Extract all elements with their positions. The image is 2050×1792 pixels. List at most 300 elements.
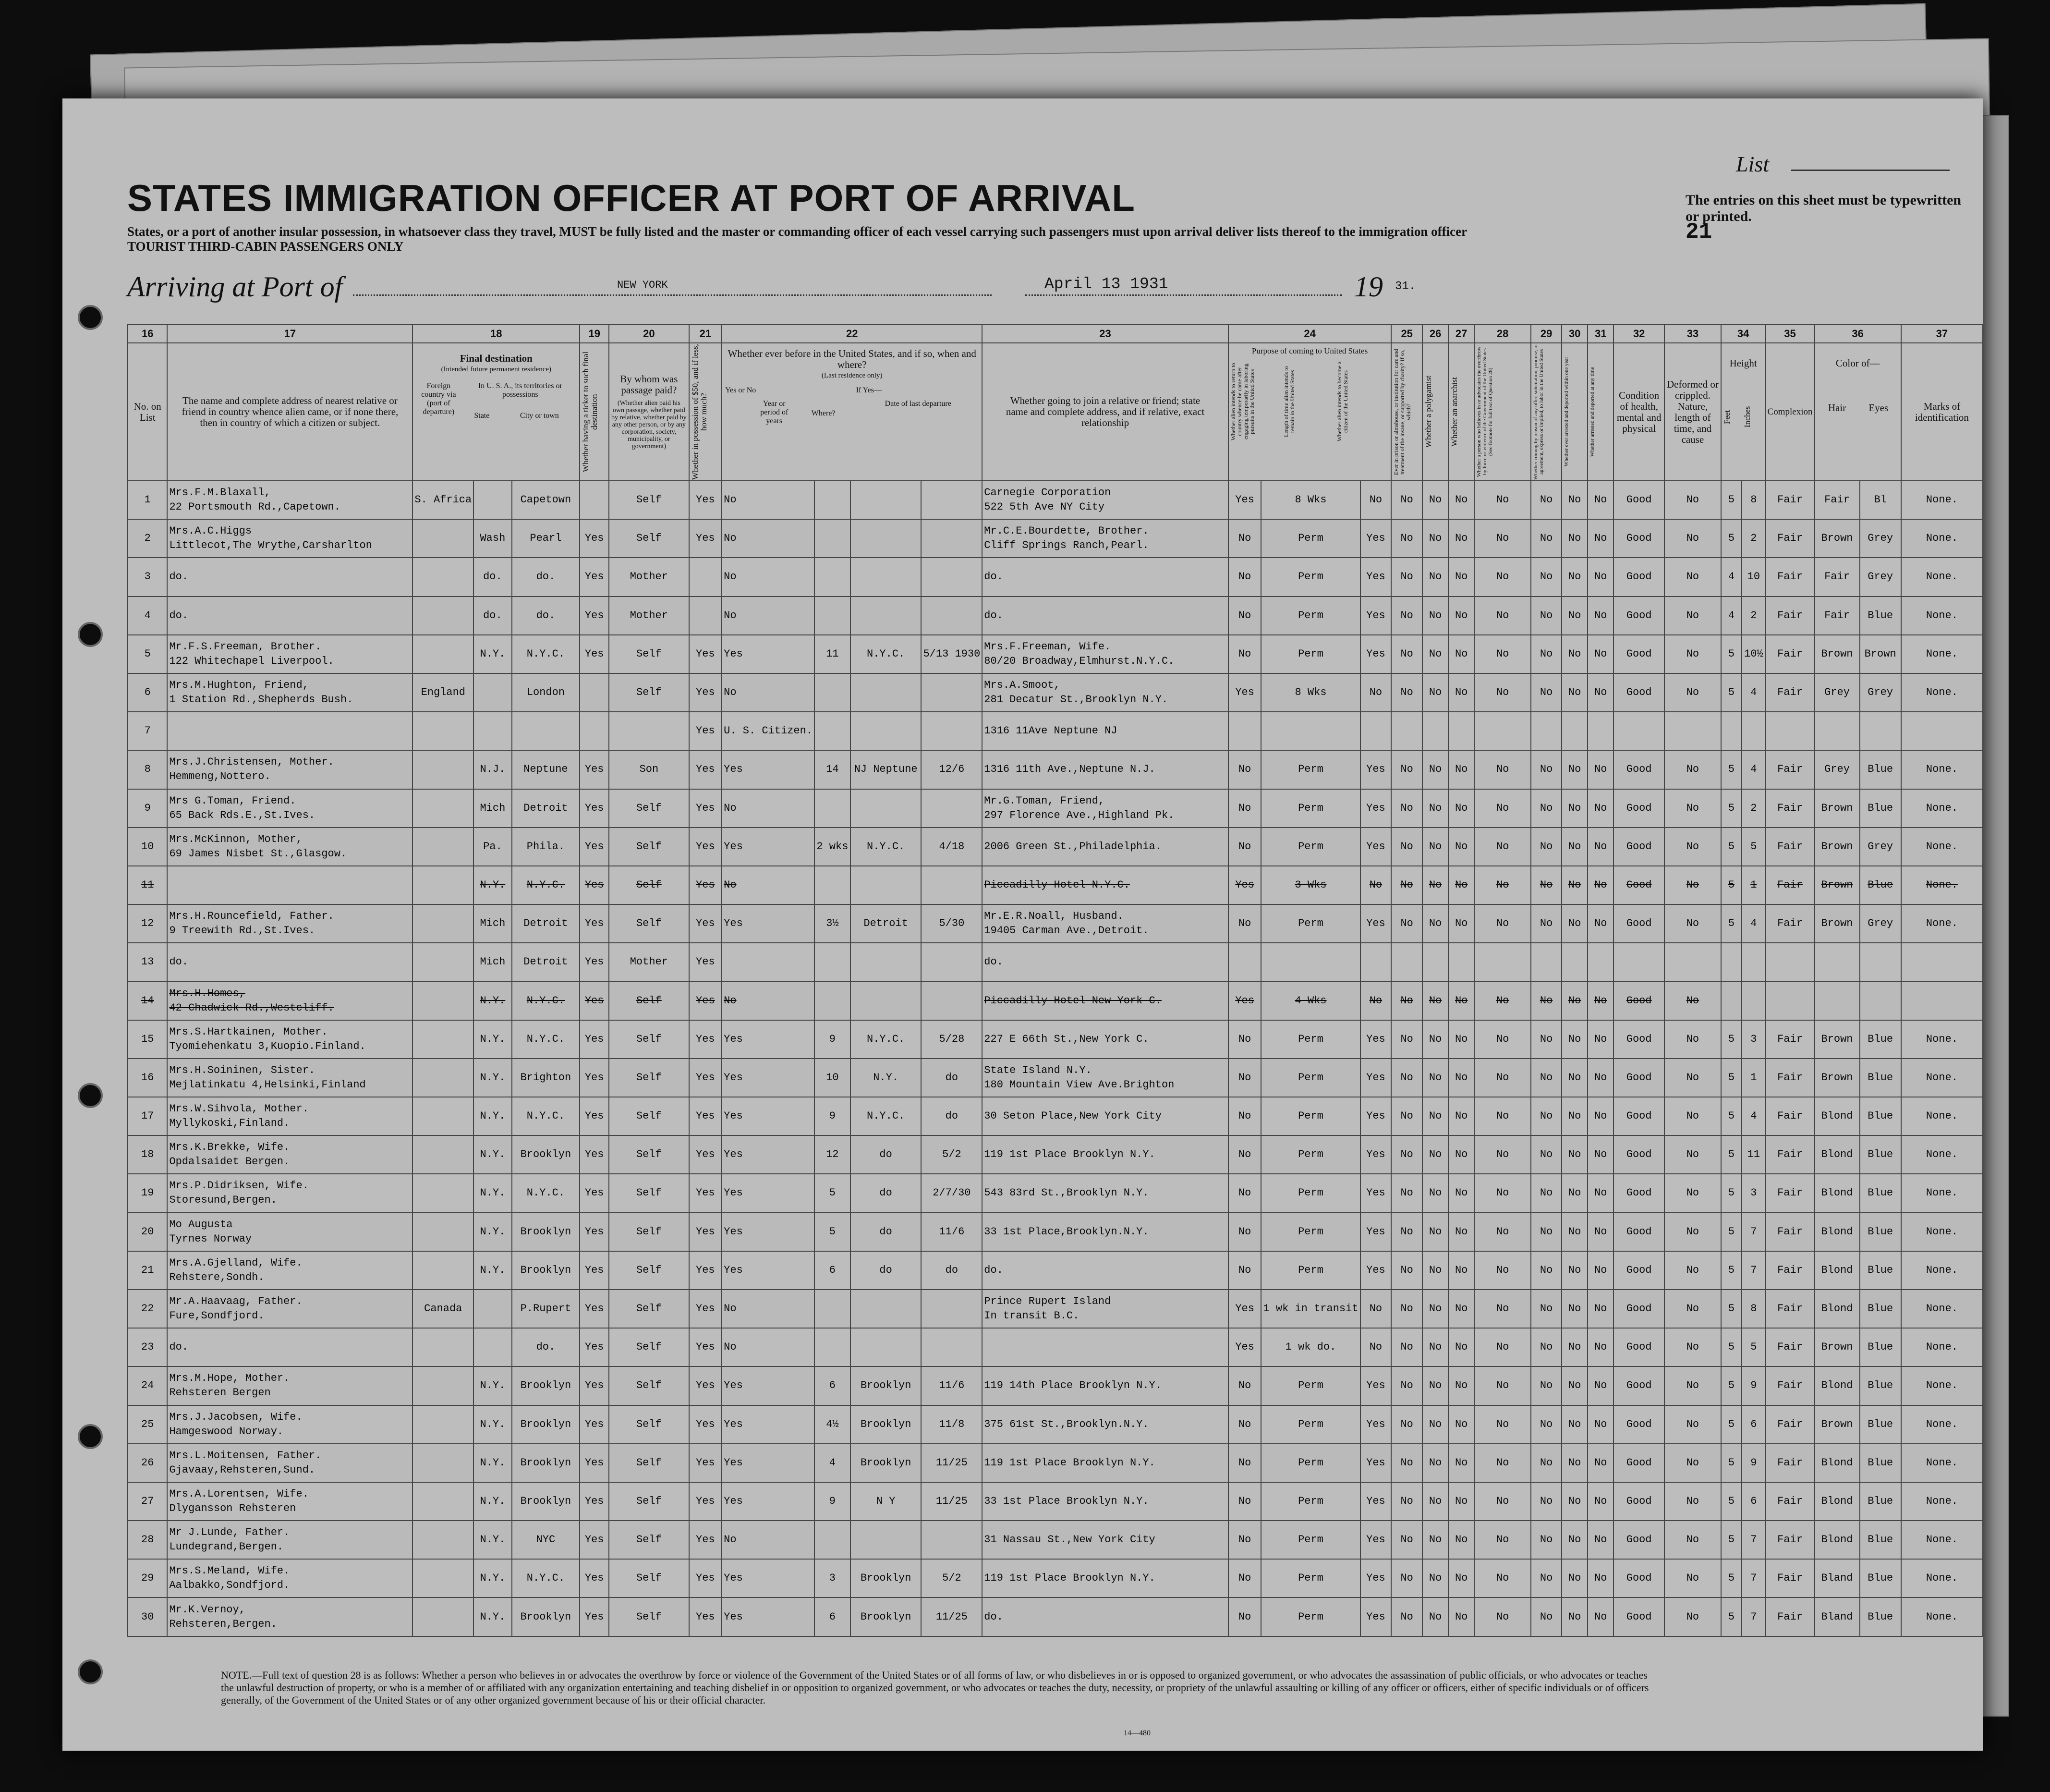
- table-row: [128, 1482, 1983, 1521]
- ever-before-cell: No: [722, 558, 814, 596]
- city-cell: Detroit: [512, 904, 580, 943]
- q28-cell: No: [1474, 789, 1531, 828]
- joining-relative-line: Cliff Springs Ranch,Pearl.: [984, 539, 1149, 552]
- height-inches-cell: 4: [1742, 1097, 1765, 1135]
- state-cell: Mich: [473, 904, 511, 943]
- joining-relative-line: 297 Florence Ave.,Highland Pk.: [984, 809, 1175, 821]
- complexion-cell: Fair: [1766, 828, 1815, 866]
- possession-50-cell: Yes: [689, 519, 722, 558]
- prison-cell: No: [1391, 1020, 1422, 1059]
- departure-date-cell: 11/6: [921, 1213, 982, 1251]
- marks-cell: None.: [1901, 1444, 1983, 1482]
- state-cell: N.Y.: [473, 1521, 511, 1559]
- purpose-length-cell: 1 wk in transit: [1261, 1290, 1360, 1328]
- state-label: State: [474, 412, 490, 420]
- polygamist-cell: [1422, 712, 1448, 750]
- purpose-return-cell: No: [1228, 1135, 1262, 1174]
- table-row: [128, 866, 1983, 904]
- q28-cell: No: [1474, 1366, 1531, 1405]
- hair-color-cell: Blond: [1815, 1097, 1860, 1135]
- foreign-country-cell: [412, 635, 473, 673]
- marks-cell: None.: [1901, 1059, 1983, 1097]
- possession-50-cell: Yes: [689, 1559, 722, 1597]
- joining-relative-line: 2006 Green St.,Philadelphia.: [984, 840, 1162, 853]
- q30-cell: No: [1562, 558, 1588, 596]
- q30-cell: No: [1562, 789, 1588, 828]
- eye-color-cell: Blue: [1860, 1251, 1901, 1290]
- row-number-cell: 12: [128, 904, 167, 943]
- purpose-return-cell: No: [1228, 558, 1262, 596]
- city-cell: Brooklyn: [512, 1482, 580, 1521]
- relative-address-cell: [167, 981, 412, 1020]
- table-row: [128, 1097, 1983, 1135]
- q28-cell: No: [1474, 1328, 1531, 1366]
- prison-cell: No: [1391, 1135, 1422, 1174]
- health-cell: Good: [1613, 597, 1664, 635]
- where-cell: [850, 1521, 922, 1559]
- city-cell: do.: [512, 1328, 580, 1366]
- table-row: [128, 1521, 1983, 1559]
- purpose-length-cell: Perm: [1261, 1597, 1360, 1636]
- possession-50-cell: Yes: [689, 1097, 722, 1135]
- polygamist-cell: No: [1422, 1328, 1448, 1366]
- relative-address-line: Mrs.A.C.Higgs: [169, 525, 252, 537]
- purpose-citizen-cell: Yes: [1360, 1405, 1392, 1444]
- header-marks: Marks of identification: [1901, 343, 1983, 481]
- anarchist-cell: No: [1448, 750, 1474, 789]
- possession-50-cell: Yes: [689, 1290, 722, 1328]
- ticket-cell: Yes: [580, 519, 609, 558]
- ever-before-cell: Yes: [722, 1097, 814, 1135]
- ever-before-cell: No: [722, 1328, 814, 1366]
- row-number-cell: 28: [128, 1521, 167, 1559]
- relative-address-cell: [167, 597, 412, 635]
- anarchist-cell: No: [1448, 1290, 1474, 1328]
- ever-before-cell: Yes: [722, 828, 814, 866]
- purpose-citizen-cell: No: [1360, 481, 1392, 519]
- possession-50-cell: Yes: [689, 673, 722, 712]
- typewritten-note: The entries on this sheet must be typewritten or printed.: [1686, 192, 1962, 224]
- complexion-cell: Fair: [1766, 1290, 1815, 1328]
- health-cell: Good: [1613, 750, 1664, 789]
- departure-date-cell: 5/30: [921, 904, 982, 943]
- hair-color-cell: Brown: [1815, 1405, 1860, 1444]
- q29-cell: No: [1531, 1213, 1562, 1251]
- marks-cell: None.: [1901, 750, 1983, 789]
- anarchist-cell: [1448, 712, 1474, 750]
- purpose-length-cell: Perm: [1261, 904, 1360, 943]
- relative-address-cell: [167, 1597, 412, 1636]
- where-cell: [850, 1290, 922, 1328]
- polygamist-cell: No: [1422, 558, 1448, 596]
- q30-cell: No: [1562, 1597, 1588, 1636]
- relative-address-line: Mejlatinkatu 4,Helsinki,Finland: [169, 1078, 366, 1091]
- purpose-length-cell: Perm: [1261, 1135, 1360, 1174]
- city-cell: P.Rupert: [512, 1290, 580, 1328]
- list-label: List: [1736, 152, 1770, 176]
- table-row: [128, 481, 1983, 519]
- column-number: 16: [128, 325, 167, 343]
- ever-before-cell: No: [722, 981, 814, 1020]
- years-cell: 6: [814, 1366, 850, 1405]
- row-number-cell: 6: [128, 673, 167, 712]
- hair-color-cell: Bland: [1815, 1597, 1860, 1636]
- marks-cell: None.: [1901, 519, 1983, 558]
- purpose-return-cell: Yes: [1228, 1328, 1262, 1366]
- header-q31: [1588, 343, 1613, 481]
- feet-label: Feet: [1722, 410, 1732, 424]
- deformed-cell: No: [1664, 1405, 1721, 1444]
- q28-cell: [1474, 943, 1531, 981]
- polygamist-cell: No: [1422, 1597, 1448, 1636]
- departure-date-cell: 11/25: [921, 1444, 982, 1482]
- row-number-cell: 18: [128, 1135, 167, 1174]
- header-color: [1815, 343, 1901, 481]
- possession-50-cell: Yes: [689, 750, 722, 789]
- eye-color-cell: Grey: [1860, 558, 1901, 596]
- city-cell: Phila.: [512, 828, 580, 866]
- purpose-return-cell: [1228, 943, 1262, 981]
- hair-color-cell: Blond: [1815, 1213, 1860, 1251]
- departure-date-cell: 12/6: [921, 750, 982, 789]
- q28-cell: No: [1474, 1251, 1531, 1290]
- complexion-cell: Fair: [1766, 904, 1815, 943]
- foreign-country-cell: [412, 1020, 473, 1059]
- health-cell: Good: [1613, 1597, 1664, 1636]
- departure-date-cell: 5/2: [921, 1559, 982, 1597]
- header-polygamist: [1422, 343, 1448, 481]
- height-feet-cell: 5: [1721, 1097, 1742, 1135]
- purpose-length-cell: 8 Wks: [1261, 481, 1360, 519]
- ticket-label: Whether having a ticket to such final destination: [581, 351, 599, 473]
- height-feet-cell: 5: [1721, 1366, 1742, 1405]
- purpose-return-cell: Yes: [1228, 866, 1262, 904]
- yes-no-label: Yes or No: [725, 386, 756, 394]
- purpose-citizen-cell: Yes: [1360, 1251, 1392, 1290]
- relative-address-cell: [167, 673, 412, 712]
- deformed-cell: No: [1664, 789, 1721, 828]
- departure-date-cell: [921, 1521, 982, 1559]
- q30-cell: No: [1562, 1174, 1588, 1212]
- purpose-length-cell: 8 Wks: [1261, 673, 1360, 712]
- joining-relative-line: 1316 11Ave Neptune NJ: [984, 725, 1117, 737]
- row-number-cell: 26: [128, 1444, 167, 1482]
- ever-before-cell: Yes: [722, 1213, 814, 1251]
- eye-color-cell: Blue: [1860, 597, 1901, 635]
- joining-relative-line: 375 61st St.,Brooklyn.N.Y.: [984, 1418, 1149, 1430]
- purpose-return-cell: Yes: [1228, 981, 1262, 1020]
- year-prefix: 19: [1354, 271, 1383, 303]
- city-label: City or town: [520, 412, 559, 420]
- q31-cell: No: [1588, 789, 1613, 828]
- eye-color-cell: Blue: [1860, 750, 1901, 789]
- table-row: [128, 750, 1983, 789]
- joining-relative-cell: [982, 712, 1228, 750]
- prison-cell: No: [1391, 1482, 1422, 1521]
- possession-50-cell: [689, 597, 722, 635]
- foreign-country-cell: [412, 1059, 473, 1097]
- header-q30: [1562, 343, 1588, 481]
- passage-paid-cell: Mother: [609, 558, 689, 596]
- port-line: [353, 294, 992, 296]
- marks-cell: [1901, 712, 1983, 750]
- deformed-cell: No: [1664, 673, 1721, 712]
- polygamist-cell: No: [1422, 1521, 1448, 1559]
- passage-paid-cell: Self: [609, 1482, 689, 1521]
- row-number-cell: 22: [128, 1290, 167, 1328]
- ever-before-cell: Yes: [722, 1366, 814, 1405]
- ever-before-cell: Yes: [722, 1482, 814, 1521]
- years-cell: [814, 866, 850, 904]
- where-cell: Brooklyn: [850, 1405, 922, 1444]
- ticket-cell: Yes: [580, 1020, 609, 1059]
- relative-address-line: Mr.A.Haavaag, Father.: [169, 1295, 303, 1308]
- q30-cell: No: [1562, 981, 1588, 1020]
- foreign-country-cell: [412, 981, 473, 1020]
- marks-cell: None.: [1901, 1559, 1983, 1597]
- in-usa-text: In U. S. A., its territories or possessions: [478, 382, 562, 399]
- where-cell: NJ Neptune: [850, 750, 922, 789]
- years-cell: 4: [814, 1444, 850, 1482]
- health-cell: Good: [1613, 1020, 1664, 1059]
- years-cell: 9: [814, 1482, 850, 1521]
- q31-cell: No: [1588, 750, 1613, 789]
- departure-date-cell: [921, 981, 982, 1020]
- height-inches-cell: 11: [1742, 1135, 1765, 1174]
- ticket-cell: Yes: [580, 1559, 609, 1597]
- health-cell: Good: [1613, 1521, 1664, 1559]
- health-cell: Good: [1613, 1559, 1664, 1597]
- ticket-cell: Yes: [580, 1135, 609, 1174]
- marks-cell: None.: [1901, 1521, 1983, 1559]
- purpose-return-cell: No: [1228, 597, 1262, 635]
- ever-before-cell: [722, 943, 814, 981]
- q30-cell: No: [1562, 1290, 1588, 1328]
- complexion-cell: Fair: [1766, 866, 1815, 904]
- ticket-cell: Yes: [580, 943, 609, 981]
- relative-address-line: Rehstere,Sondh.: [169, 1271, 265, 1283]
- height-feet-cell: 5: [1721, 519, 1742, 558]
- q31-cell: No: [1588, 1020, 1613, 1059]
- purpose-length-cell: [1261, 712, 1360, 750]
- ever-before-sub: (Last residence only): [821, 372, 883, 379]
- height-feet-cell: 5: [1721, 1020, 1742, 1059]
- height-feet-cell: 5: [1721, 1290, 1742, 1328]
- polygamist-cell: No: [1422, 673, 1448, 712]
- q31-cell: No: [1588, 597, 1613, 635]
- header-health: Condition of health, mental and physical: [1613, 343, 1664, 481]
- ticket-cell: Yes: [580, 1444, 609, 1482]
- deformed-cell: No: [1664, 1559, 1721, 1597]
- departure-date-cell: 4/18: [921, 828, 982, 866]
- where-cell: [850, 943, 922, 981]
- ever-before-cell: Yes: [722, 1020, 814, 1059]
- purpose-return-cell: No: [1228, 1405, 1262, 1444]
- purpose-length-cell: Perm: [1261, 635, 1360, 673]
- anarchist-cell: No: [1448, 1328, 1474, 1366]
- years-cell: 10: [814, 1059, 850, 1097]
- relative-address-line: do.: [169, 956, 189, 968]
- possession-50-cell: Yes: [689, 1366, 722, 1405]
- relative-address-cell: [167, 1213, 412, 1251]
- height-inches-cell: 6: [1742, 1482, 1765, 1521]
- table-row: [128, 712, 1983, 750]
- purpose-length-cell: Perm: [1261, 1482, 1360, 1521]
- prison-cell: [1391, 943, 1422, 981]
- where-cell: N.Y.: [850, 1059, 922, 1097]
- joining-relative-cell: [982, 519, 1228, 558]
- city-cell: do.: [512, 597, 580, 635]
- departure-date-cell: 2/7/30: [921, 1174, 982, 1212]
- joining-relative-line: 180 Mountain View Ave.Brighton: [984, 1078, 1175, 1091]
- ticket-cell: Yes: [580, 904, 609, 943]
- hair-color-cell: Grey: [1815, 673, 1860, 712]
- health-cell: Good: [1613, 673, 1664, 712]
- height-inches-cell: 9: [1742, 1444, 1765, 1482]
- purpose-return-cell: No: [1228, 1521, 1262, 1559]
- table-row: [128, 981, 1983, 1020]
- height-inches-cell: 1: [1742, 1059, 1765, 1097]
- anarchist-cell: No: [1448, 1366, 1474, 1405]
- joining-relative-cell: [982, 1482, 1228, 1521]
- anarchist-cell: No: [1448, 1059, 1474, 1097]
- hair-color-cell: Blond: [1815, 1174, 1860, 1212]
- ever-before-cell: No: [722, 1521, 814, 1559]
- polygamist-cell: No: [1422, 1213, 1448, 1251]
- joining-relative-cell: [982, 1521, 1228, 1559]
- purpose-citizen-cell: No: [1360, 673, 1392, 712]
- state-cell: N.Y.: [473, 1405, 511, 1444]
- table-row: [128, 828, 1983, 866]
- state-cell: N.Y.: [473, 1366, 511, 1405]
- where-cell: do: [850, 1174, 922, 1212]
- q30-cell: No: [1562, 1559, 1588, 1597]
- purpose-citizen-cell: Yes: [1360, 597, 1392, 635]
- foreign-country-cell: [412, 828, 473, 866]
- column-number: 18: [412, 325, 580, 343]
- height-inches-cell: 2: [1742, 519, 1765, 558]
- prison-cell: No: [1391, 597, 1422, 635]
- joining-relative-line: 119 1st Place Brooklyn N.Y.: [984, 1572, 1155, 1585]
- years-cell: [814, 943, 850, 981]
- q31-cell: No: [1588, 635, 1613, 673]
- q30-cell: No: [1562, 1444, 1588, 1482]
- marks-cell: None.: [1901, 904, 1983, 943]
- row-number-cell: 14: [128, 981, 167, 1020]
- q31-cell: No: [1588, 981, 1613, 1020]
- purpose-return-cell: Yes: [1228, 673, 1262, 712]
- health-cell: Good: [1613, 789, 1664, 828]
- q29-cell: No: [1531, 558, 1562, 596]
- prison-cell: No: [1391, 904, 1422, 943]
- where-cell: [850, 558, 922, 596]
- relative-address-cell: [167, 1097, 412, 1135]
- where-cell: do: [850, 1213, 922, 1251]
- table-row: [128, 635, 1983, 673]
- hair-color-cell: Blond: [1815, 1444, 1860, 1482]
- city-cell: London: [512, 673, 580, 712]
- relative-address-cell: [167, 712, 412, 750]
- q29-cell: No: [1531, 481, 1562, 519]
- ticket-cell: Yes: [580, 789, 609, 828]
- ever-before-cell: Yes: [722, 1559, 814, 1597]
- purpose-citizen-cell: No: [1360, 1290, 1392, 1328]
- relative-address-cell: [167, 635, 412, 673]
- health-cell: Good: [1613, 981, 1664, 1020]
- where-cell: do: [850, 1135, 922, 1174]
- relative-address-line: 9 Treewith Rd.,St.Ives.: [169, 925, 315, 937]
- purpose-citizen-cell: Yes: [1360, 558, 1392, 596]
- purpose-citizen-cell: Yes: [1360, 750, 1392, 789]
- health-cell: Good: [1613, 1444, 1664, 1482]
- height-feet-cell: 5: [1721, 1521, 1742, 1559]
- relative-address-cell: [167, 866, 412, 904]
- possession-50-cell: Yes: [689, 1597, 722, 1636]
- relative-address-line: Tyrnes Norway: [169, 1232, 252, 1245]
- purpose-return-cell: No: [1228, 635, 1262, 673]
- joining-relative-line: 119 1st Place Brooklyn N.Y.: [984, 1456, 1155, 1469]
- purpose-length-cell: Perm: [1261, 1213, 1360, 1251]
- possession-50-cell: Yes: [689, 1405, 722, 1444]
- foreign-country-cell: [412, 1482, 473, 1521]
- health-cell: Good: [1613, 1059, 1664, 1097]
- possession-50-cell: Yes: [689, 1328, 722, 1366]
- joining-relative-line: Mr.G.Toman, Friend,: [984, 794, 1105, 807]
- prison-cell: No: [1391, 866, 1422, 904]
- purpose-return-cell: No: [1228, 1444, 1262, 1482]
- polygamist-cell: [1422, 943, 1448, 981]
- anarchist-cell: No: [1448, 1559, 1474, 1597]
- relative-address-line: Rehsteren,Bergen.: [169, 1618, 277, 1630]
- purpose-return-cell: No: [1228, 750, 1262, 789]
- ever-before-cell: No: [722, 866, 814, 904]
- foreign-country-cell: [412, 1251, 473, 1290]
- table-row: [128, 789, 1983, 828]
- q28-cell: No: [1474, 635, 1531, 673]
- ever-before-cell: Yes: [722, 1405, 814, 1444]
- relative-address-line: 69 James Nisbet St.,Glasgow.: [169, 847, 347, 860]
- complexion-cell: [1766, 712, 1815, 750]
- marks-cell: None.: [1901, 673, 1983, 712]
- row-number-cell: 13: [128, 943, 167, 981]
- q29-cell: No: [1531, 1097, 1562, 1135]
- hair-label: Hair: [1828, 402, 1846, 414]
- row-number-cell: 23: [128, 1328, 167, 1366]
- joining-relative-line: 543 83rd St.,Brooklyn N.Y.: [984, 1187, 1149, 1199]
- anarchist-cell: No: [1448, 519, 1474, 558]
- complexion-cell: Fair: [1766, 635, 1815, 673]
- purpose-length-cell: Perm: [1261, 558, 1360, 596]
- departure-date-cell: do: [921, 1059, 982, 1097]
- foreign-country-cell: [412, 1213, 473, 1251]
- where-cell: [850, 519, 922, 558]
- eye-color-cell: Grey: [1860, 904, 1901, 943]
- ever-before-cell: Yes: [722, 750, 814, 789]
- arrival-info: [127, 270, 1952, 304]
- joining-relative-cell: [982, 866, 1228, 904]
- list-number-line: [1791, 170, 1950, 171]
- deformed-cell: No: [1664, 1020, 1721, 1059]
- table-row: [128, 1174, 1983, 1212]
- anarchist-label: Whether an anarchist: [1450, 377, 1459, 447]
- joining-relative-line: Mrs.F.Freeman, Wife.: [984, 640, 1111, 653]
- height-inches-cell: 10: [1742, 558, 1765, 596]
- marks-cell: None.: [1901, 481, 1983, 519]
- foreign-country-label: Foreign country via (port of departure): [421, 382, 456, 416]
- possession-50-cell: Yes: [689, 1251, 722, 1290]
- ever-before-cell: Yes: [722, 904, 814, 943]
- foreign-country-cell: [412, 866, 473, 904]
